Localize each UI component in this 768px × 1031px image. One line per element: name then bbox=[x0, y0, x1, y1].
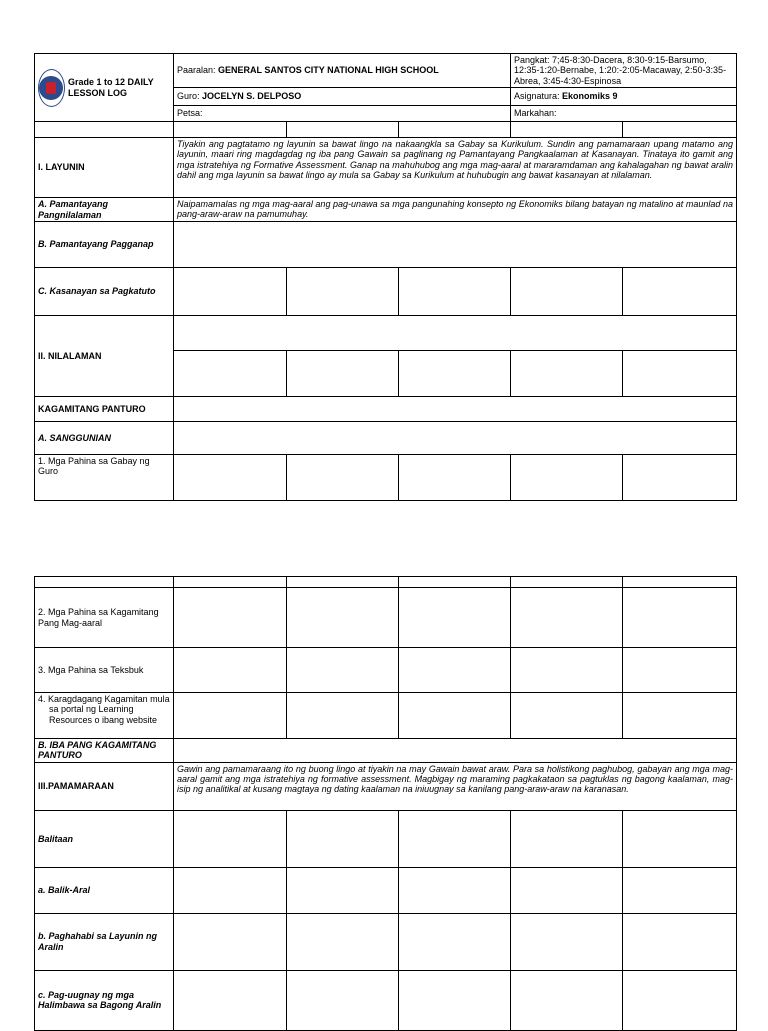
pamantayang-pangnilalaman-label: A. Pamantayang Pangnilalaman bbox=[35, 198, 174, 222]
day-cell bbox=[399, 588, 511, 648]
date-cell bbox=[174, 106, 511, 122]
subject-value: Ekonomiks 9 bbox=[562, 91, 618, 102]
kagamitang-panturo-label: KAGAMITANG PANTURO bbox=[35, 397, 174, 422]
day-cell bbox=[511, 122, 623, 138]
day-cell bbox=[287, 810, 399, 867]
iba-pang-cell bbox=[174, 739, 737, 763]
day-cell bbox=[399, 810, 511, 867]
day-cell bbox=[287, 970, 399, 1030]
day-cell bbox=[287, 867, 399, 913]
karagdagang-label: 4. Karagdagang Kagamitan mula sa portal ng Learning Resources o ibang website bbox=[35, 693, 174, 739]
nilalaman-cell bbox=[174, 316, 737, 351]
day-cell bbox=[174, 455, 287, 501]
day-cell bbox=[623, 122, 737, 138]
day-cell bbox=[399, 351, 511, 397]
day-cell bbox=[399, 693, 511, 739]
day-cell bbox=[623, 268, 737, 316]
iba-pang-label: B. IBA PANG KAGAMITANG PANTURO bbox=[35, 739, 174, 763]
pamantayang-pangnilalaman-text: Naipamamalas ng mga mag-aaral ang pag-unawa sa mga pangunahing konsepto ng Ekonomiks bilang batayan ng matalino at maunlad na pang-araw-araw na pamumuhay. bbox=[174, 198, 737, 222]
teacher-cell bbox=[174, 88, 511, 106]
header-logo-cell bbox=[35, 54, 174, 122]
gabay-guro-label: 1. Mga Pahina sa Gabay ng Guro bbox=[35, 455, 174, 501]
layunin-label: I. LAYUNIN bbox=[35, 138, 174, 198]
day-cell bbox=[399, 970, 511, 1030]
day-cell bbox=[399, 648, 511, 693]
pag-uugnay-label: c. Pag-uugnay ng mga Halimbawa sa Bagong Aralin bbox=[35, 970, 174, 1030]
day-cell bbox=[287, 693, 399, 739]
balitaan-label: Balitaan bbox=[35, 810, 174, 867]
day-cell bbox=[623, 455, 737, 501]
school-label: Paaralan: bbox=[177, 65, 216, 76]
nilalaman-label: II. NILALAMAN bbox=[35, 316, 174, 397]
day-cell bbox=[174, 122, 287, 138]
day-cell bbox=[623, 810, 737, 867]
day-cell bbox=[511, 351, 623, 397]
day-cell bbox=[287, 122, 399, 138]
day-cell bbox=[511, 810, 623, 867]
day-cell bbox=[623, 588, 737, 648]
day-cell bbox=[174, 693, 287, 739]
day-cell bbox=[511, 867, 623, 913]
quarter-cell bbox=[511, 106, 737, 122]
teacher-value: JOCELYN S. DELPOSO bbox=[202, 91, 302, 102]
day-cell bbox=[287, 913, 399, 970]
day-cell bbox=[399, 913, 511, 970]
day-cell bbox=[511, 913, 623, 970]
lesson-log-table-page1 bbox=[34, 53, 737, 501]
day-cell bbox=[174, 867, 287, 913]
day-cell bbox=[174, 577, 287, 588]
day-cell bbox=[623, 648, 737, 693]
sanggunian-cell bbox=[174, 422, 737, 455]
day-cell bbox=[287, 648, 399, 693]
day-cell bbox=[511, 970, 623, 1030]
teacher-label: Guro: bbox=[177, 91, 200, 102]
day-cell bbox=[623, 913, 737, 970]
day-cell bbox=[174, 588, 287, 648]
section-value: 7;45-8:30-Dacera, 8:30-9:15-Barsumo, 12:35-1:20-Bernabe, 1:20:-2:05-Macaway, 2:50-3:35-Abrea, 3:45-4:30-Espinosa bbox=[514, 55, 726, 86]
pamamaraan-label: III.PAMAMARAAN bbox=[35, 762, 174, 810]
kagamitang-panturo-cell bbox=[174, 397, 737, 422]
teksbuk-label: 3. Mga Pahina sa Teksbuk bbox=[35, 648, 174, 693]
day-cell bbox=[623, 351, 737, 397]
day-cell bbox=[174, 970, 287, 1030]
day-cell bbox=[511, 268, 623, 316]
day-cell bbox=[511, 693, 623, 739]
section-label: Pangkat: bbox=[514, 55, 550, 65]
day-cell bbox=[174, 268, 287, 316]
kasanayan-label: C. Kasanayan sa Pagkatuto bbox=[35, 268, 174, 316]
day-cell bbox=[399, 268, 511, 316]
layunin-text: Tiyakin ang pagtatamo ng layunin sa bawat lingo na nakaangkla sa Gabay sa Kurikulum. Sundin ang pamamaraan upang matamo ang layunin, maari ring magdagdag ng iba pang Gawain sa paglinang ng Pamantayang Pangkaalaman at Kasanayan. Tinataya ito gamit ang mga istratehiya ng Formative Assessment. Ganap na mahuhubog ang mga mag-aaral at mararamdaman ang kahalagahan ng bawat aralin dahil ang mga layunin sa bawat lingo ay mula sa Gabay sa Kurikulum at huhubugin ang bawat kasanayan at nilalaman. bbox=[174, 138, 737, 198]
school-value: GENERAL SANTOS CITY NATIONAL HIGH SCHOOL bbox=[218, 65, 439, 76]
day-cell bbox=[623, 693, 737, 739]
sanggunian-label: A. SANGGUNIAN bbox=[35, 422, 174, 455]
pamantayang-pagganap-label: B. Pamantayang Pagganap bbox=[35, 222, 174, 268]
pamamaraan-text: Gawin ang pamamaraang ito ng buong lingo at tiyakin na may Gawain bawat araw. Para sa holistikong paghubog, gabayan ang mga mag-aaral gamit ang mga istratehiya ng formative assessment. Magbigay ng maraming pagkakataon sa pagtuklas ng bagong kaalaman, mag-isip ng analitikal at kusang magtaya ng dating kaalaman na iniuugnay sa kanilang pang-araw-araw na karanasan. bbox=[174, 762, 737, 810]
doc-title: Grade 1 to 12 DAILY LESSON LOG bbox=[67, 76, 154, 98]
day-cell bbox=[399, 867, 511, 913]
day-cell bbox=[287, 577, 399, 588]
deped-seal-icon bbox=[38, 69, 65, 107]
subject-cell bbox=[511, 88, 737, 106]
day-cell bbox=[399, 455, 511, 501]
day-cell bbox=[623, 577, 737, 588]
day-cell bbox=[174, 810, 287, 867]
paghahabi-label: b. Paghahabi sa Layunin ng Aralin bbox=[35, 913, 174, 970]
day-cell bbox=[511, 588, 623, 648]
day-cell bbox=[511, 455, 623, 501]
date-label: Petsa: bbox=[177, 108, 203, 119]
kagamitang-mag-aaral-label: 2. Mga Pahina sa Kagamitang Pang Mag-aaral bbox=[35, 588, 174, 648]
lesson-log-table-page2 bbox=[34, 576, 737, 1031]
subject-label: Asignatura: bbox=[514, 91, 560, 102]
day-cell bbox=[174, 648, 287, 693]
day-cell bbox=[399, 577, 511, 588]
day-cell bbox=[174, 351, 287, 397]
day-cell bbox=[623, 970, 737, 1030]
section-cell bbox=[511, 54, 737, 88]
day-cell bbox=[399, 122, 511, 138]
day-cell bbox=[174, 913, 287, 970]
quarter-label: Markahan: bbox=[514, 108, 557, 119]
school-cell bbox=[174, 54, 511, 88]
day-cell bbox=[35, 577, 174, 588]
day-cell bbox=[287, 588, 399, 648]
day-cell bbox=[35, 122, 174, 138]
day-cell bbox=[287, 351, 399, 397]
day-cell bbox=[511, 577, 623, 588]
day-cell bbox=[511, 648, 623, 693]
pamantayang-pagganap-cell bbox=[174, 222, 737, 268]
day-cell bbox=[287, 268, 399, 316]
day-cell bbox=[287, 455, 399, 501]
day-cell bbox=[623, 867, 737, 913]
balik-aral-label: a. Balik-Aral bbox=[35, 867, 174, 913]
